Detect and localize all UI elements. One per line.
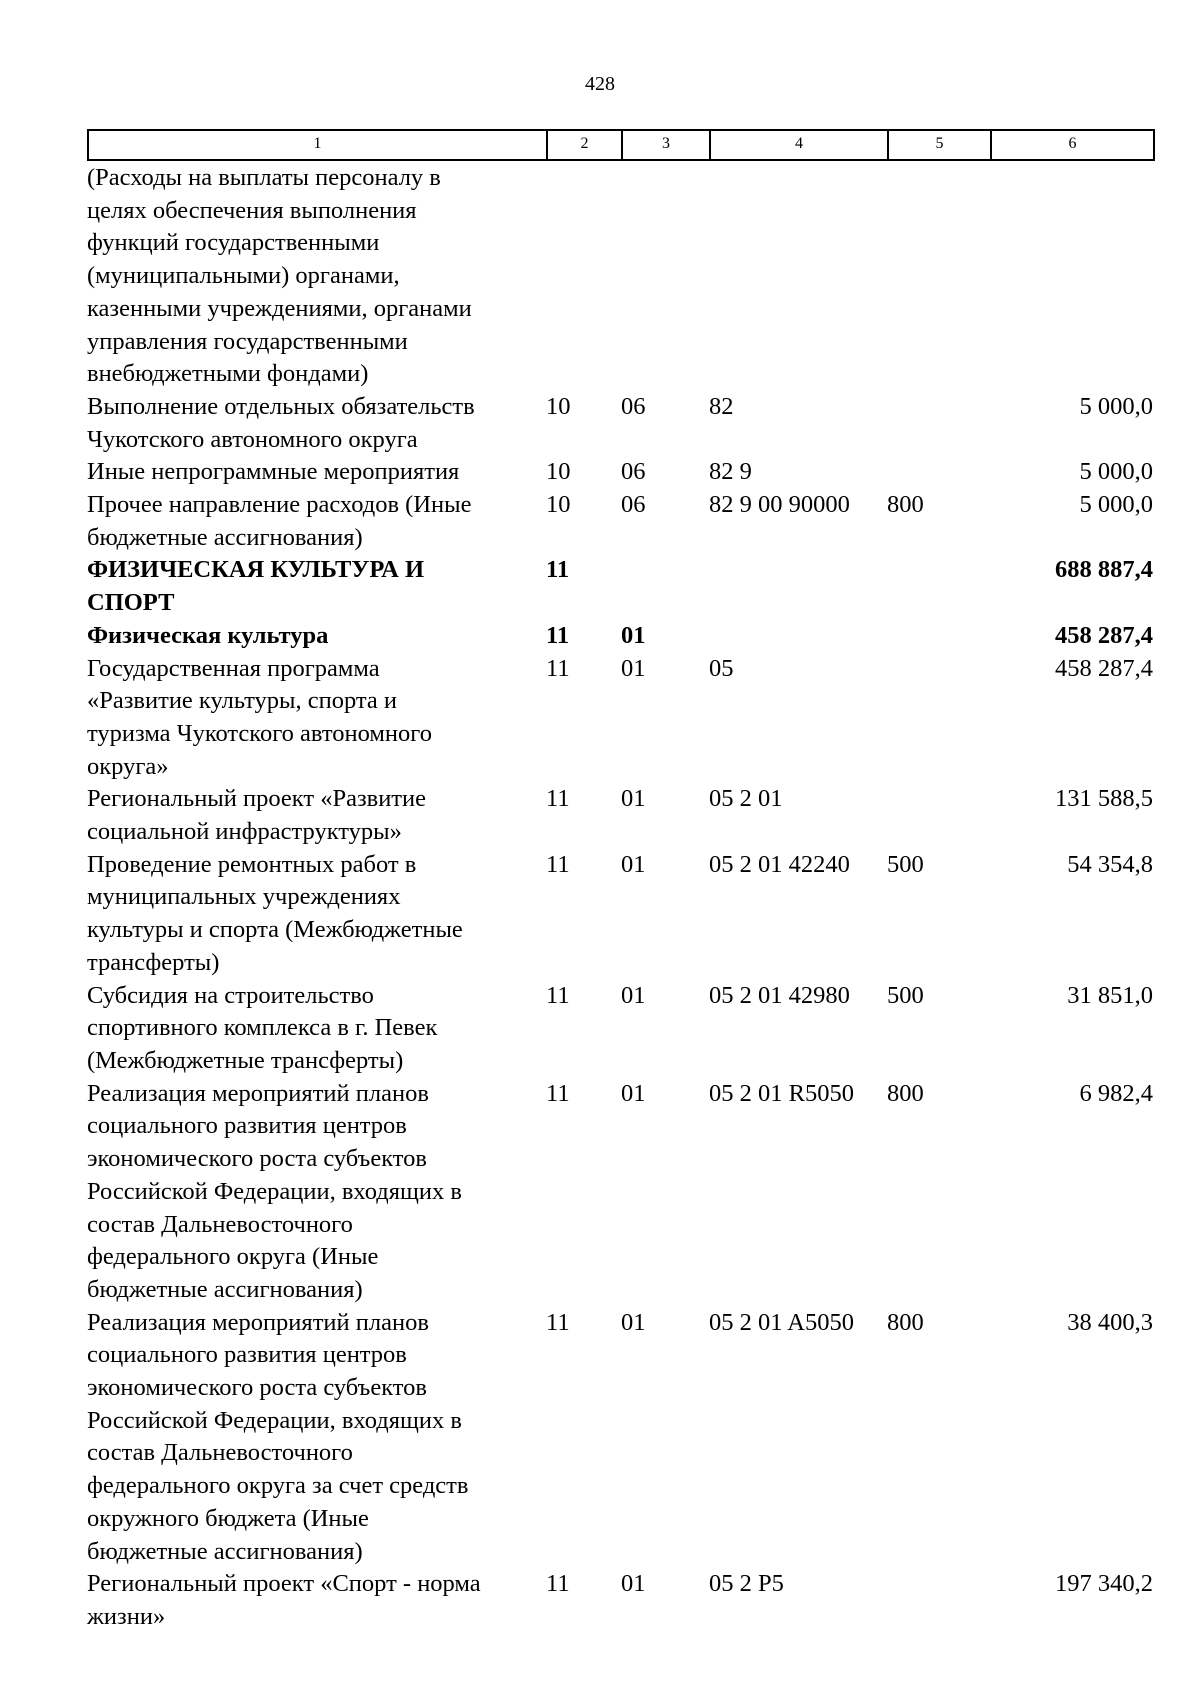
expense-type-code xyxy=(887,391,990,456)
section-code: 10 xyxy=(546,392,571,420)
expense-type-code xyxy=(887,162,990,391)
description-line: муниципальных учреждениях xyxy=(87,883,401,911)
table-row xyxy=(87,554,1153,619)
subsection-code xyxy=(621,162,709,391)
description-line: округа» xyxy=(87,752,169,780)
description-line: Региональный проект «Развитие xyxy=(87,785,426,813)
target-article-code: 05 2 01 R5050 xyxy=(709,1079,854,1107)
amount: 5 000,0 xyxy=(1079,491,1153,519)
amount: 38 400,3 xyxy=(1067,1308,1153,1336)
target-article-code: 82 xyxy=(709,392,734,420)
subsection-code: 01 xyxy=(621,785,646,813)
description-line: Физическая культура xyxy=(87,621,329,649)
target-article-code: 05 2 P5 xyxy=(709,1570,784,1598)
section-code: 11 xyxy=(546,654,570,682)
row-description xyxy=(87,391,546,456)
subsection-code: 01 xyxy=(621,1079,646,1107)
target-article-code: 82 9 xyxy=(709,458,752,486)
section-code: 11 xyxy=(546,850,570,878)
description-line: функций государственными xyxy=(87,229,380,257)
column-header-table xyxy=(87,129,1155,161)
subsection-code: 01 xyxy=(621,654,646,682)
amount: 31 851,0 xyxy=(1067,981,1153,1009)
section-code: 10 xyxy=(546,458,571,486)
description-line: казенными учреждениями, органами xyxy=(87,294,472,322)
description-line: Региональный проект «Спорт - норма xyxy=(87,1570,481,1598)
column-header-2: 2 xyxy=(547,130,622,160)
description-line: состав Дальневосточного xyxy=(87,1210,353,1238)
column-header-1: 1 xyxy=(88,130,547,160)
target-article-code xyxy=(709,162,887,391)
description-line: Реализация мероприятий планов xyxy=(87,1079,429,1107)
amount: 5 000,0 xyxy=(1079,458,1153,486)
description-line: Чукотского автономного округа xyxy=(87,425,418,453)
subsection-code: 01 xyxy=(621,981,646,1009)
description-line: туризма Чукотского автономного xyxy=(87,719,432,747)
row-description xyxy=(87,783,546,848)
table-row xyxy=(87,162,1153,391)
description-line: СПОРТ xyxy=(87,589,175,617)
subsection-code: 01 xyxy=(621,1570,646,1598)
subsection-code: 01 xyxy=(621,850,646,878)
amount xyxy=(990,162,1153,391)
expense-type-code xyxy=(887,456,990,489)
description-line: Российской Федерации, входящих в xyxy=(87,1406,462,1434)
description-line: федерального округа за счет средств xyxy=(87,1472,469,1500)
expense-type-code: 800 xyxy=(887,1079,924,1107)
table-row xyxy=(87,653,1153,784)
description-line: Государственная программа xyxy=(87,654,380,682)
description-line: социального развития центров xyxy=(87,1341,407,1369)
description-line: культуры и спорта (Межбюджетные xyxy=(87,916,463,944)
expense-type-code: 500 xyxy=(887,850,924,878)
target-article-code: 05 2 01 A5050 xyxy=(709,1308,854,1336)
table-row xyxy=(87,620,1153,653)
description-line: Субсидия на строительство xyxy=(87,981,374,1009)
table-row xyxy=(87,783,1153,848)
column-header-4: 4 xyxy=(710,130,888,160)
subsection-code: 06 xyxy=(621,491,646,519)
column-header-5: 5 xyxy=(888,130,991,160)
description-line: целях обеспечения выполнения xyxy=(87,196,417,224)
subsection-code: 06 xyxy=(621,392,646,420)
section-code: 11 xyxy=(546,1079,570,1107)
section-code: 11 xyxy=(546,1308,570,1336)
expense-type-code xyxy=(887,653,990,784)
subsection-code: 06 xyxy=(621,458,646,486)
column-header-6: 6 xyxy=(991,130,1154,160)
page-number: 428 xyxy=(585,73,615,95)
section-code: 11 xyxy=(546,556,570,584)
target-article-code: 05 2 01 42980 xyxy=(709,981,850,1009)
expense-type-code xyxy=(887,620,990,653)
section-code xyxy=(546,162,621,391)
description-line: ФИЗИЧЕСКАЯ КУЛЬТУРА И xyxy=(87,556,425,584)
description-line: социальной инфраструктуры» xyxy=(87,818,402,846)
subsection-code xyxy=(621,554,709,619)
description-line: (муниципальными) органами, xyxy=(87,262,400,290)
amount: 5 000,0 xyxy=(1079,392,1153,420)
amount: 688 887,4 xyxy=(1055,556,1153,584)
amount: 458 287,4 xyxy=(1055,621,1153,649)
target-article-code: 82 9 00 90000 xyxy=(709,491,850,519)
description-line: Реализация мероприятий планов xyxy=(87,1308,429,1336)
budget-table xyxy=(87,162,1153,1634)
subsection-code: 01 xyxy=(621,621,646,649)
row-description xyxy=(87,456,546,489)
description-line: бюджетные ассигнования) xyxy=(87,1275,363,1303)
description-line: Проведение ремонтных работ в xyxy=(87,850,417,878)
description-line: окружного бюджета (Иные xyxy=(87,1504,369,1532)
description-line: бюджетные ассигнования) xyxy=(87,523,363,551)
description-line: жизни» xyxy=(87,1602,166,1630)
description-line: управления государственными xyxy=(87,327,408,355)
table-row xyxy=(87,1568,1153,1633)
row-description xyxy=(87,653,546,784)
description-line: Выполнение отдельных обязательств xyxy=(87,392,475,420)
row-description xyxy=(87,980,546,1078)
row-description xyxy=(87,554,546,619)
expense-type-code: 800 xyxy=(887,1308,924,1336)
row-description xyxy=(87,620,546,653)
description-line: трансферты) xyxy=(87,948,220,976)
section-code: 11 xyxy=(546,1570,570,1598)
expense-type-code xyxy=(887,783,990,848)
row-description xyxy=(87,489,546,554)
expense-type-code xyxy=(887,554,990,619)
description-line: социального развития центров xyxy=(87,1112,407,1140)
amount: 197 340,2 xyxy=(1055,1570,1153,1598)
table-row xyxy=(87,1078,1153,1307)
row-description xyxy=(87,1307,546,1569)
column-header-3: 3 xyxy=(622,130,710,160)
column-header-row xyxy=(88,130,1154,160)
section-code: 11 xyxy=(546,981,570,1009)
description-line: внебюджетными фондами) xyxy=(87,360,369,388)
section-code: 11 xyxy=(546,621,570,649)
table-row xyxy=(87,489,1153,554)
description-line: экономического роста субъектов xyxy=(87,1374,427,1402)
description-line: Российской Федерации, входящих в xyxy=(87,1177,462,1205)
row-description xyxy=(87,162,546,391)
expense-type-code: 800 xyxy=(887,491,924,519)
expense-type-code xyxy=(887,1568,990,1633)
table-row xyxy=(87,849,1153,980)
target-article-code: 05 2 01 42240 xyxy=(709,850,850,878)
row-description xyxy=(87,849,546,980)
description-line: (Расходы на выплаты персоналу в xyxy=(87,164,441,191)
row-description xyxy=(87,1568,546,1633)
expense-type-code: 500 xyxy=(887,981,924,1009)
section-code: 11 xyxy=(546,785,570,813)
description-line: бюджетные ассигнования) xyxy=(87,1537,363,1565)
target-article-code: 05 xyxy=(709,654,734,682)
amount: 54 354,8 xyxy=(1067,850,1153,878)
description-line: спортивного комплекса в г. Певек xyxy=(87,1014,438,1042)
section-code: 10 xyxy=(546,491,571,519)
description-line: Прочее направление расходов (Иные xyxy=(87,491,472,519)
table-row xyxy=(87,980,1153,1078)
description-line: экономического роста субъектов xyxy=(87,1145,427,1173)
description-line: Иные непрограммные мероприятия xyxy=(87,458,460,486)
table-row xyxy=(87,456,1153,489)
table-row xyxy=(87,1307,1153,1569)
target-article-code xyxy=(709,620,887,653)
target-article-code: 05 2 01 xyxy=(709,785,783,813)
description-line: (Межбюджетные трансферты) xyxy=(87,1046,404,1074)
amount: 131 588,5 xyxy=(1055,785,1153,813)
description-line: «Развитие культуры, спорта и xyxy=(87,687,397,715)
row-description xyxy=(87,1078,546,1307)
target-article-code xyxy=(709,554,887,619)
description-line: состав Дальневосточного xyxy=(87,1439,353,1467)
amount: 458 287,4 xyxy=(1055,654,1153,682)
subsection-code: 01 xyxy=(621,1308,646,1336)
table-row xyxy=(87,391,1153,456)
description-line: федерального округа (Иные xyxy=(87,1243,379,1271)
amount: 6 982,4 xyxy=(1079,1079,1153,1107)
budget-table-body xyxy=(87,162,1153,1634)
